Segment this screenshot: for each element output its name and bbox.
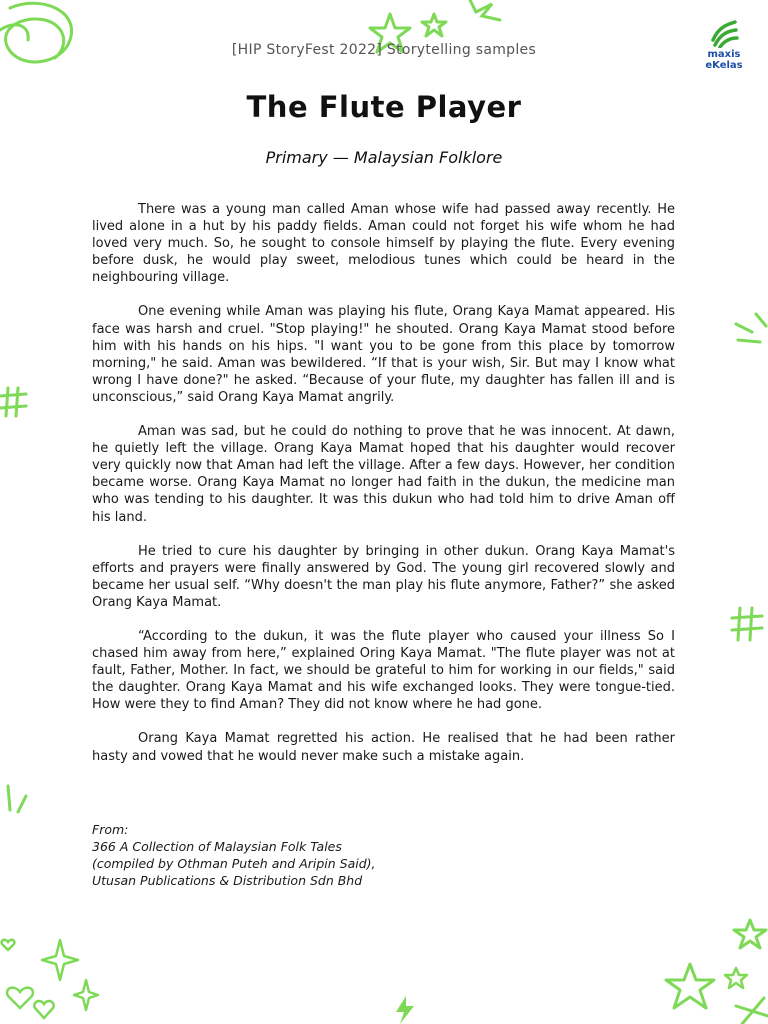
- story-paragraph: He tried to cure his daughter by bringing in other dukun. Orang Kaya Mamat's efforts and prayers were finally answered by God. The young girl recovered slowly and became her usual self. “Why doesn't the man play his flute anymore, Father?” she asked Orang Kaya Mamat.: [92, 543, 675, 610]
- logo-line-1: maxis: [707, 49, 741, 60]
- source-book: 366 A Collection of Malaysian Folk Tales: [92, 839, 342, 855]
- story-paragraph: There was a young man called Aman whose wife had passed away recently. He lived alone in a hut by his paddy fields. Aman could not forget his wife whom he had loved very much. So, he sought to console himself by playing the flute. Every evening before dusk, he would play sweet, melodious tunes which could be heard in the neighbouring village.: [92, 202, 675, 286]
- source-citation: [92, 821, 492, 889]
- page-title: The Flute Player: [246, 90, 522, 124]
- source-label: From:: [92, 822, 129, 837]
- hash-doodle-left: [0, 384, 30, 420]
- maxis-logo-icon: [709, 20, 739, 48]
- story-paragraph: Aman was sad, but he could do nothing to prove that he was innocent. At dawn, he quietly left the village. Orang Kaya Mamat hoped that his daughter would recover very quickly now that Aman had left the village. After a few days. However, her condition became worse. Orang Kaya Mamat no longer had faith in the dukun, the medicine man who was tending to his daughter. It was this dukun who had told him to drive Aman off his land.: [92, 424, 675, 525]
- source-publisher: Utusan Publications & Distribution Sdn Bhd: [92, 873, 363, 889]
- event-header: [HIP StoryFest 2022] Storytelling samples: [231, 42, 537, 58]
- ticks-doodle-left: [0, 782, 34, 816]
- maxis-ekelas-logo: [700, 20, 748, 71]
- page-subtitle: Primary — Malaysian Folklore: [265, 148, 503, 167]
- lightning-doodle: [390, 994, 420, 1024]
- story-body: [92, 201, 675, 782]
- hearts-sparkles-doodle: [0, 930, 110, 1024]
- story-paragraph: One evening while Aman was playing his flute, Orang Kaya Mamat appeared. His face was harsh and cruel. "Stop playing!" he shouted. Orang Kaya Mamat stood before him with his hands on his hips. "I want you to be gone from this place by tomorrow morning," he said. Aman was bewildered. “If that is your wish, Sir. But may I know what wrong I have done?" he asked. “Because of your flute, my daughter has fallen ill and is unconscious,” said Orang Kaya Mamat angrily.: [92, 304, 675, 405]
- stars-corner-doodle: [660, 914, 768, 1024]
- story-paragraph: “According to the dukun, it was the flute player who caused your illness So I chased him away from here,” explained Oring Kaya Mamat. "The flute player was not at fault, Father, Mother. In fact, we should be grateful to him for working in our fields," said the daughter. Orang Kaya Mamat and his wife exchanged looks. They were tongue-tied. How were they to find Aman? They did not know where he had gone.: [92, 628, 675, 713]
- source-compilers: (compiled by Othman Puteh and Aripin Said),: [92, 856, 376, 872]
- dash-marks-doodle: [732, 308, 768, 348]
- story-paragraph: Orang Kaya Mamat regretted his action. He realised that he had been rather hasty and vowed that he would never make such a mistake again.: [92, 731, 675, 764]
- hash-doodle-right: [728, 604, 768, 644]
- logo-line-2: eKelas: [705, 60, 743, 71]
